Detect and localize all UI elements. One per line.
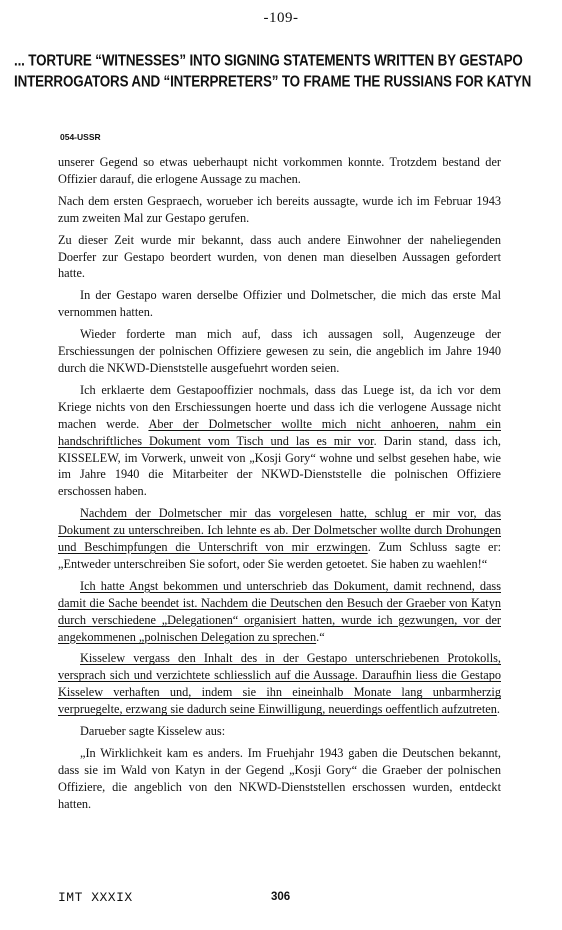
underlined-text: Nachdem der Dolmetscher mir das vorgelesen hatte, schlug er mir vor, das Dokument zu unterschreiben. Ich lehnte es ab. Der Dolmetscher wollte durch Drohungen und Beschimpfungen die Unterschrift von mir erzwingen xyxy=(58,506,501,555)
text-segment: Zu dieser Zeit wurde mir bekannt, dass auch andere Einwohner der naheliegenden Doerfer zur Gestapo beordert wurden, von denen man dieselben Aussagen gefordert hatte. xyxy=(58,232,501,281)
underlined-text: Ich hatte Angst bekommen und unterschrieb das Dokument, damit rechnend, dass damit die Sache beendet ist. Nachdem die Deutschen den Besuch der Graeber von Katyn durch verschiedene „Delegationen“ organisiert hatten, wurde ich gezwungen, vor der angekommenen „polnischen Delegation zu sprechen xyxy=(58,578,501,644)
text-segment: unserer Gegend so etwas ueberhaupt nicht vorkommen konnte. Trotzdem bestand der Offizier darauf, die erlogene Aussage zu machen. xyxy=(58,155,501,186)
text-segment: Nach dem ersten Gespraech, worueber ich bereits aussagte, wurde ich im Februar 1943 zum zweiten Mal zur Gestapo gerufen. xyxy=(58,193,501,225)
text-segment: „In Wirklichkeit kam es anders. Im Fruehjahr 1943 gaben die Deutschen bekannt, dass sie im Wald von Katyn in der Gegend „Kosji Gory“ die Graeber der polnischen Offiziere, die angeblich von den NKWD-Dienststellen erschossen wurden, entdeckt hatten. xyxy=(58,746,501,811)
paragraph xyxy=(58,232,501,283)
paragraph xyxy=(58,505,501,573)
text-segment: . xyxy=(496,702,500,717)
paragraph xyxy=(58,650,501,718)
footer-page-number: 306 xyxy=(271,891,291,903)
underlined-text: Kisselew vergass den Inhalt des in der Gestapo unterschriebenen Protokolls, versprach sich und verzichtete schliesslich auf die Aussage. Daraufhin liess die Gestapo Kisselew verhaften und, indem sie ihn eineinhalb Monate lang unbarmherzig verpruegelte, erzwang sie dadurch seine Einwilligung, neuerdings oeffentlich aufzutreten xyxy=(58,651,501,717)
paragraph xyxy=(58,193,501,227)
text-segment: Wieder forderte man mich auf, dass ich aussagen soll, Augenzeuge der Erschiessungen der polnischen Offiziere gewesen zu sein, die angeblich im Jahre 1940 durch die NKWD-Dienststelle ausgefuehrt worden seien. xyxy=(58,327,501,375)
text-segment: Ich erklaerte dem Gestapooffizier nochmals, dass das Luege ist, da ich vor dem Kriege nichts von den Erschiessungen hoerte und dass ich die verlogene Aussage nicht machen werde. xyxy=(58,382,501,431)
text-segment: .“ xyxy=(316,629,325,644)
headline xyxy=(14,50,554,92)
document-body xyxy=(58,154,501,818)
footer-collection: IMT XXXIX xyxy=(58,890,133,905)
page-number: -109- xyxy=(263,10,299,26)
text-segment: . Darin stand, dass ich, KISSELEW, im Vorwerk, unweit von „Kosji Gory“ wohne und selbst gesehen habe, wie im Jahre 1940 die Mitarbeiter der NKWD-Dienststelle die polnischen Offiziere erschossen haben. xyxy=(58,433,501,499)
paragraph xyxy=(58,326,501,377)
headline-line-1: ... TORTURE “WITNESSES” INTO SIGNING STATEMENTS WRITTEN BY GESTAPO xyxy=(14,51,523,69)
paragraph xyxy=(58,382,501,500)
paragraph xyxy=(58,154,501,188)
paragraph xyxy=(58,745,501,813)
text-segment: . Zum Schluss sagte er: „Entweder unterschreiben Sie sofort, oder Sie werden getoetet. Sie haben zu waehlen!“ xyxy=(58,540,501,571)
paragraph xyxy=(58,578,501,646)
text-segment: In der Gestapo waren derselbe Offizier und Dolmetscher, die mich das erste Mal vernommen hatten. xyxy=(58,288,501,320)
underlined-text: Aber der Dolmetscher wollte mich nicht anhoeren, nahm ein handschriftliches Dokument vom Tisch und las es mir vor xyxy=(58,416,501,448)
headline-line-2: INTERROGATORS AND “INTERPRETERS” TO FRAME THE RUSSIANS FOR KATYN xyxy=(14,72,532,91)
document-id: 054-USSR xyxy=(60,132,101,142)
text-segment: Darueber sagte Kisselew aus: xyxy=(80,724,226,739)
paragraph xyxy=(58,723,501,740)
paragraph xyxy=(58,287,501,321)
